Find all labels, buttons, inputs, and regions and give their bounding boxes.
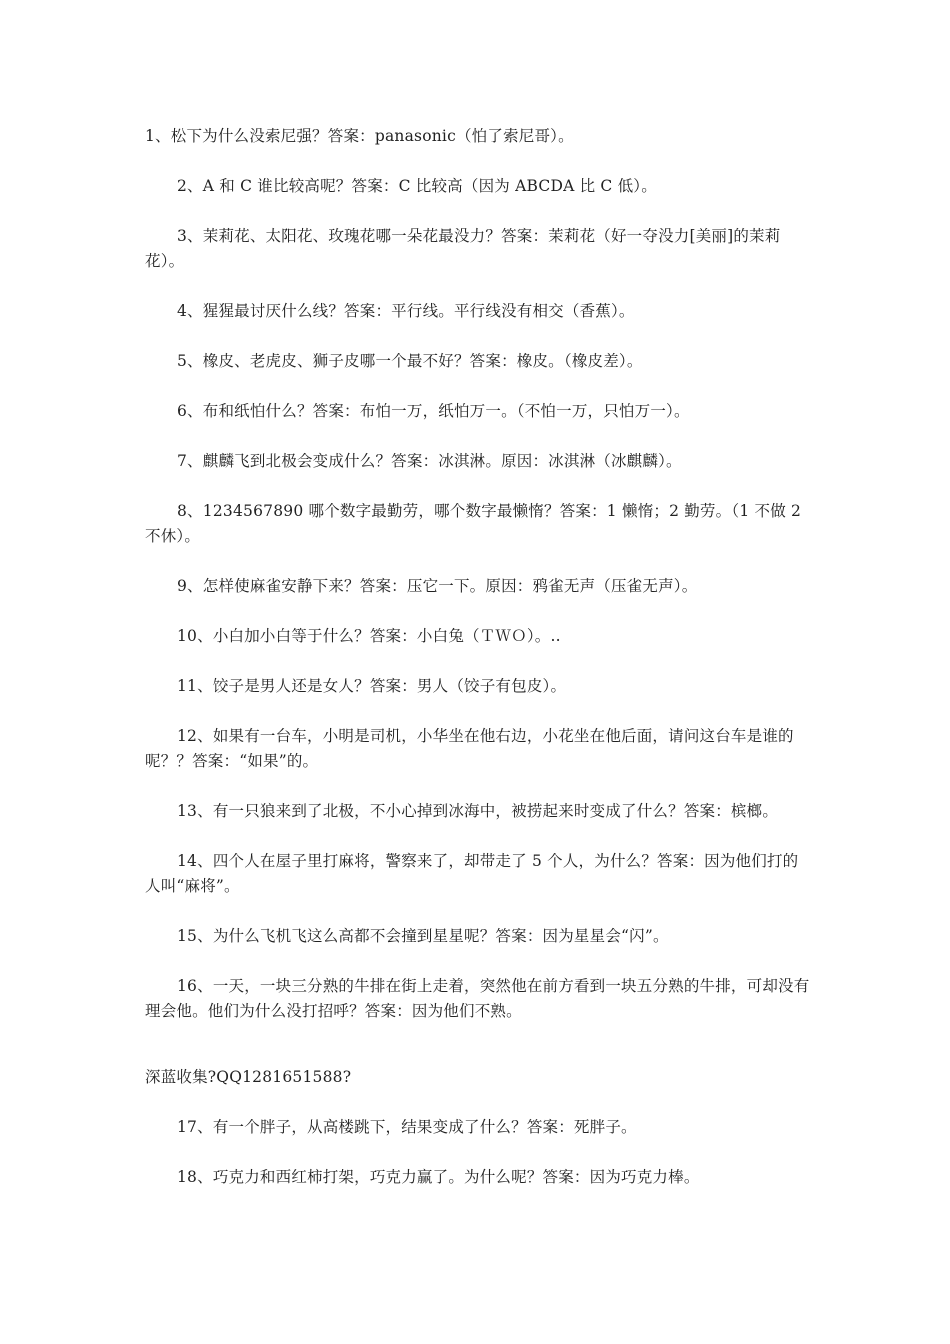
riddle-2: 2、A 和 C 谁比较高呢？答案：C 比较高（因为 ABCDA 比 C 低）。 bbox=[177, 177, 657, 195]
riddle-14: 14、四个人在屋子里打麻将，警察来了，却带走了 5 个人，为什么？答案：因为他们打的人叫“麻将”。 bbox=[145, 852, 799, 895]
document-body bbox=[145, 124, 812, 1190]
riddle-12: 12、如果有一台车，小明是司机，小华坐在他右边，小花坐在他后面，请问这台车是谁的呢？？答案：“如果”的。 bbox=[145, 727, 794, 770]
riddle-6: 6、布和纸怕什么？答案：布怕一万，纸怕万一。（不怕一万，只怕万一）。 bbox=[177, 402, 690, 420]
riddle-1: 1、松下为什么没索尼强？答案：panasonic（怕了索尼哥）。 bbox=[145, 127, 574, 145]
riddle-4: 4、猩猩最讨厌什么线？答案：平行线。平行线没有相交（香蕉）。 bbox=[177, 302, 635, 320]
riddle-7: 7、麒麟飞到北极会变成什么？答案：冰淇淋。原因：冰淇淋（冰麒麟）。 bbox=[177, 452, 682, 470]
riddle-8: 8、1234567890 哪个数字最勤劳，哪个数字最懒惰？答案：1 懒惰；2 勤劳。（1 不做 2 不休）。 bbox=[145, 502, 802, 545]
riddle-13: 13、有一只狼来到了北极，不小心掉到冰海中，被捞起来时变成了什么？答案：槟榔。 bbox=[177, 802, 779, 820]
riddle-10: 10、小白加小白等于什么？答案：小白兔（ＴＷＯ）。.. bbox=[177, 627, 561, 645]
riddle-17: 17、有一个胖子，从高楼跳下，结果变成了什么？答案：死胖子。 bbox=[177, 1118, 637, 1136]
riddle-3: 3、茉莉花、太阳花、玫瑰花哪一朵花最没力？答案：茉莉花（好一夺没力[美丽]的茉莉花）。 bbox=[145, 227, 781, 270]
collector-note: 深蓝收集?QQ1281651588? bbox=[145, 1068, 352, 1086]
riddle-18: 18、巧克力和西红柿打架，巧克力赢了。为什么呢？答案：因为巧克力棒。 bbox=[177, 1168, 700, 1186]
riddle-9: 9、怎样使麻雀安静下来？答案：压它一下。原因：鸦雀无声（压雀无声）。 bbox=[177, 577, 698, 595]
riddle-11: 11、饺子是男人还是女人？答案：男人（饺子有包皮）。 bbox=[177, 677, 567, 695]
riddle-5: 5、橡皮、老虎皮、狮子皮哪一个最不好？答案：橡皮。（橡皮差）。 bbox=[177, 352, 643, 370]
riddle-15: 15、为什么飞机飞这么高都不会撞到星星呢？答案：因为星星会“闪”。 bbox=[177, 927, 669, 945]
riddle-16: 16、一天，一块三分熟的牛排在街上走着，突然他在前方看到一块五分熟的牛排，可却没有理会他。他们为什么没打招呼？答案：因为他们不熟。 bbox=[145, 977, 810, 1020]
